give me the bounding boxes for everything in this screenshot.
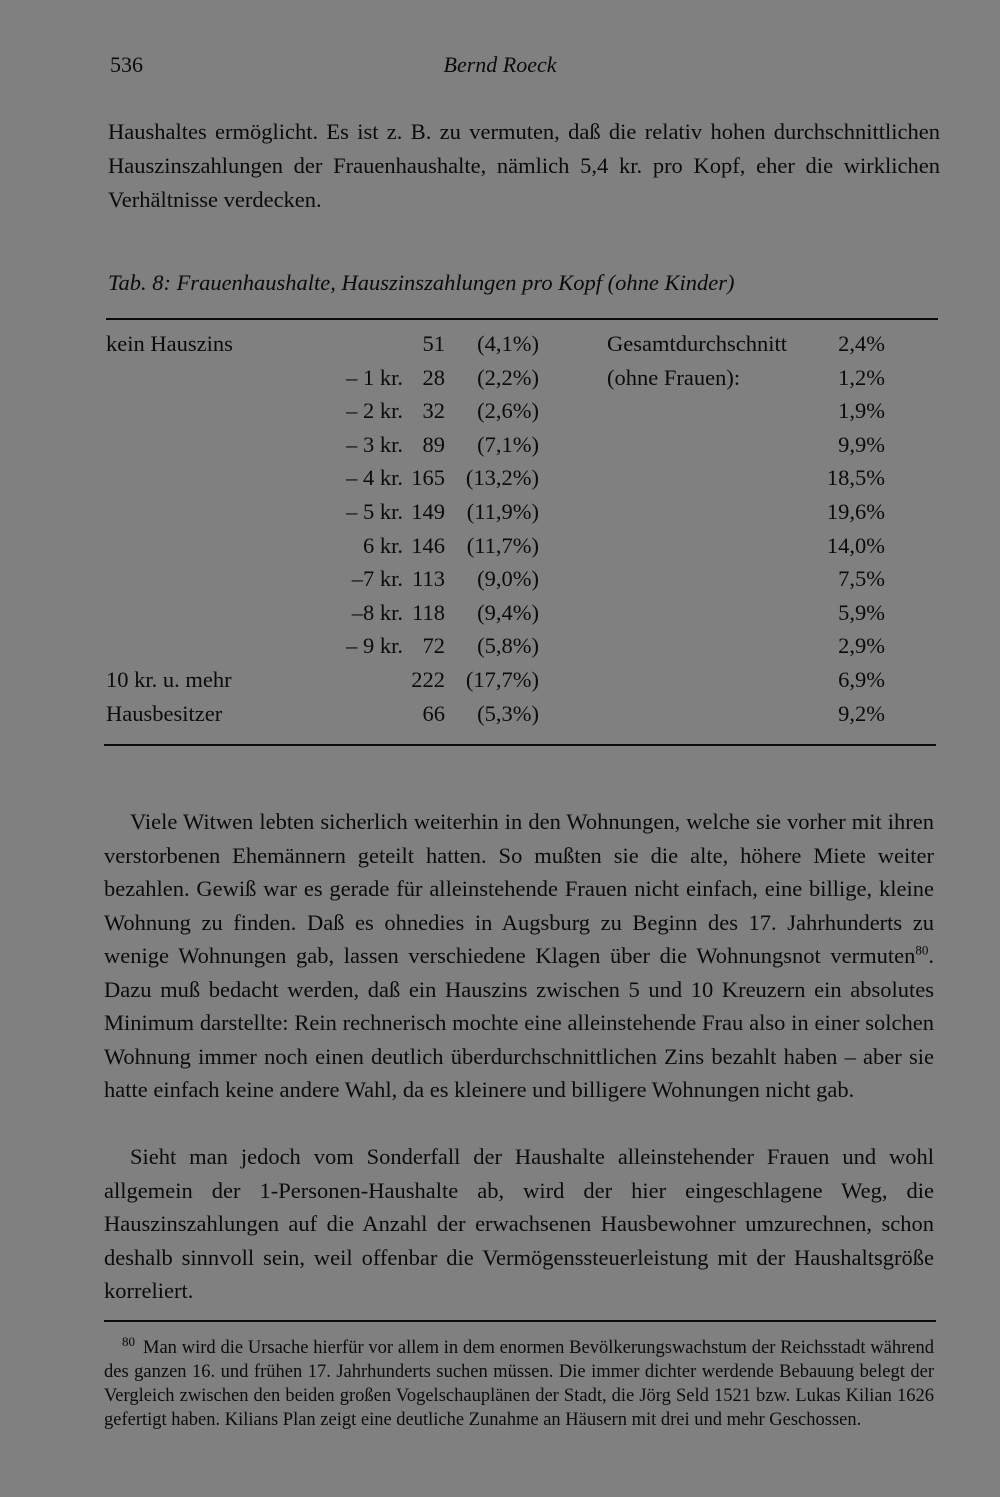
- table-top-rule: [106, 318, 938, 320]
- row-count: 28: [422, 364, 445, 390]
- table-row: [0, 398, 1000, 432]
- row-reference-percent: 1,9%: [838, 398, 885, 424]
- table-row: [0, 331, 1000, 365]
- row-label: 10 kr. u. mehr: [106, 667, 232, 692]
- row-reference-percent: 19,6%: [826, 499, 885, 524]
- row-range: – 3 kr.: [346, 431, 403, 457]
- table-row: [0, 533, 1000, 567]
- row-reference-percent: 9,2%: [838, 700, 885, 726]
- row-reference-percent: 14,0%: [826, 532, 885, 558]
- table-bottom-rule: [104, 744, 936, 746]
- row-percent: (13,2%): [465, 465, 539, 491]
- row-percent: (11,9%): [466, 499, 539, 524]
- row-count: 165: [411, 465, 445, 491]
- row-range: 6 kr.: [362, 532, 403, 558]
- row-reference-percent: 2,4%: [838, 331, 885, 356]
- row-label: kein Hauszins: [106, 331, 233, 356]
- row-reference-percent: 1,2%: [838, 364, 885, 390]
- row-count: 72: [422, 633, 445, 659]
- footnote-number: 80: [122, 1333, 135, 1349]
- row-range: – 4 kr.: [346, 465, 403, 491]
- row-label: Hausbesitzer: [106, 700, 223, 726]
- intro-paragraph: Haushaltes ermöglicht. Es ist z. B. zu vermuten, daß die relativ hohen durchschnittlichen Hauszinszahlungen der Frauenhaushalte, nämlich 5,4 kr. pro Kopf, eher die wirklichen Verhältnisse verdecken.: [108, 119, 940, 212]
- body-paragraph-2: [104, 1140, 934, 1308]
- footnote-reference[interactable]: 80: [915, 942, 929, 958]
- row-reference-percent: 6,9%: [838, 667, 885, 692]
- row-note: Gesamtdurchschnitt: [607, 331, 787, 356]
- row-range: – 2 kr.: [346, 398, 403, 424]
- table-row: [0, 701, 1000, 735]
- row-count: 113: [412, 566, 445, 592]
- running-head: Bernd Roeck: [443, 52, 557, 77]
- body-paragraph-2-text: Sieht man jedoch vom Sonderfall der Haushalte alleinstehender Frauen und wohl allgemein der 1-Personen-Haushalte ab, wird der hier eingeschlagene Weg, die Hauszinszahlungen auf die Anzahl der erwachsenen Hausbewohner umzurechnen, schon deshalb sinnvoll sein, weil offenbar die Vermögenssteuerleistung mit der Haushaltsgröße korreliert.: [104, 1144, 934, 1303]
- row-reference-percent: 18,5%: [826, 465, 885, 491]
- page-number: 536: [110, 52, 143, 77]
- row-range: – 9 kr.: [346, 633, 403, 659]
- row-percent: (5,3%): [477, 700, 539, 726]
- row-reference-percent: 2,9%: [838, 633, 885, 659]
- table-row: [0, 499, 1000, 533]
- body-paragraph-1: [104, 805, 934, 1107]
- row-range: – 1 kr.: [346, 364, 403, 390]
- row-count: 149: [411, 499, 445, 524]
- row-percent: (9,4%): [477, 599, 539, 625]
- row-count: 118: [412, 599, 445, 625]
- table-row: [0, 667, 1000, 701]
- table-row: [0, 432, 1000, 466]
- row-percent: (9,0%): [477, 566, 539, 592]
- row-percent: (2,6%): [477, 398, 539, 424]
- row-count: 66: [422, 700, 445, 726]
- footnote: [104, 1333, 934, 1432]
- row-percent: (2,2%): [477, 364, 539, 390]
- row-count: 32: [422, 398, 445, 424]
- row-percent: (11,7%): [466, 532, 539, 558]
- row-reference-percent: 5,9%: [838, 599, 885, 625]
- row-range: –8 kr.: [351, 599, 403, 625]
- row-reference-percent: 7,5%: [838, 566, 885, 592]
- row-percent: (5,8%): [477, 633, 539, 659]
- row-range: –7 kr.: [351, 566, 403, 592]
- footnote-text: Man wird die Ursache hierfür vor allem in dem enormen Bevölkerungswachstum der Reichsstadt während des ganzen 16. und frühen 17. Jahrhunderts suchen müssen. Die immer dichter werdende Bebauung belegt der Vergleich zwischen den beiden großen Vogelschauplänen der Stadt, die Jörg Seld 1521 bzw. Lukas Kilian 1626 gefertigt haben. Kilians Plan zeigt eine deutliche Zunahme an Häusern mit drei und mehr Geschossen.: [104, 1338, 934, 1430]
- row-percent: (7,1%): [477, 431, 539, 457]
- row-percent: (4,1%): [477, 331, 539, 356]
- row-count: 146: [411, 532, 445, 558]
- footnote-rule: [104, 1320, 936, 1322]
- row-count: 222: [411, 667, 445, 692]
- row-count: 51: [422, 331, 445, 356]
- body-paragraph-1-text-b: . Dazu muß bedacht werden, daß ein Hauszins zwischen 5 und 10 Kreuzern ein absolutes Minimum darstellte: Rein rechnerisch mochte eine alleinstehende Frau also in einer solchen Wohnung immer noch einen deutlich überdurchschnittlichen Zins bezahlt haben – aber sie hatte einfach keine andere Wahl, da es kleinere und billigere Wohnungen nicht gab.: [104, 943, 934, 1102]
- table-caption: Tab. 8: Frauenhaushalte, Hauszinszahlungen pro Kopf (ohne Kinder): [108, 270, 735, 295]
- row-note: (ohne Frauen):: [607, 364, 741, 390]
- row-count: 89: [422, 431, 445, 457]
- row-reference-percent: 9,9%: [838, 431, 885, 457]
- table-row: [0, 633, 1000, 667]
- row-percent: (17,7%): [465, 667, 539, 692]
- row-range: – 5 kr.: [346, 499, 403, 524]
- body-paragraph-1-text-a: Viele Witwen lebten sicherlich weiterhin in den Wohnungen, welche sie vorher mit ihren verstorbenen Ehemännern geteilt hatten. So mußten sie die alte, höhere Miete weiter bezahlen. Gewiß war es gerade für alleinstehende Frauen nicht einfach, eine billige, kleine Wohnung zu finden. Daß es ohnedies in Augsburg zu Beginn des 17. Jahrhunderts zu wenige Wohnungen gab, lassen verschiedene Klagen über die Wohnungsnot vermuten: [104, 809, 934, 968]
- table-row: [0, 365, 1000, 399]
- table-row: [0, 465, 1000, 499]
- table-row: [0, 600, 1000, 634]
- table-row: [0, 566, 1000, 600]
